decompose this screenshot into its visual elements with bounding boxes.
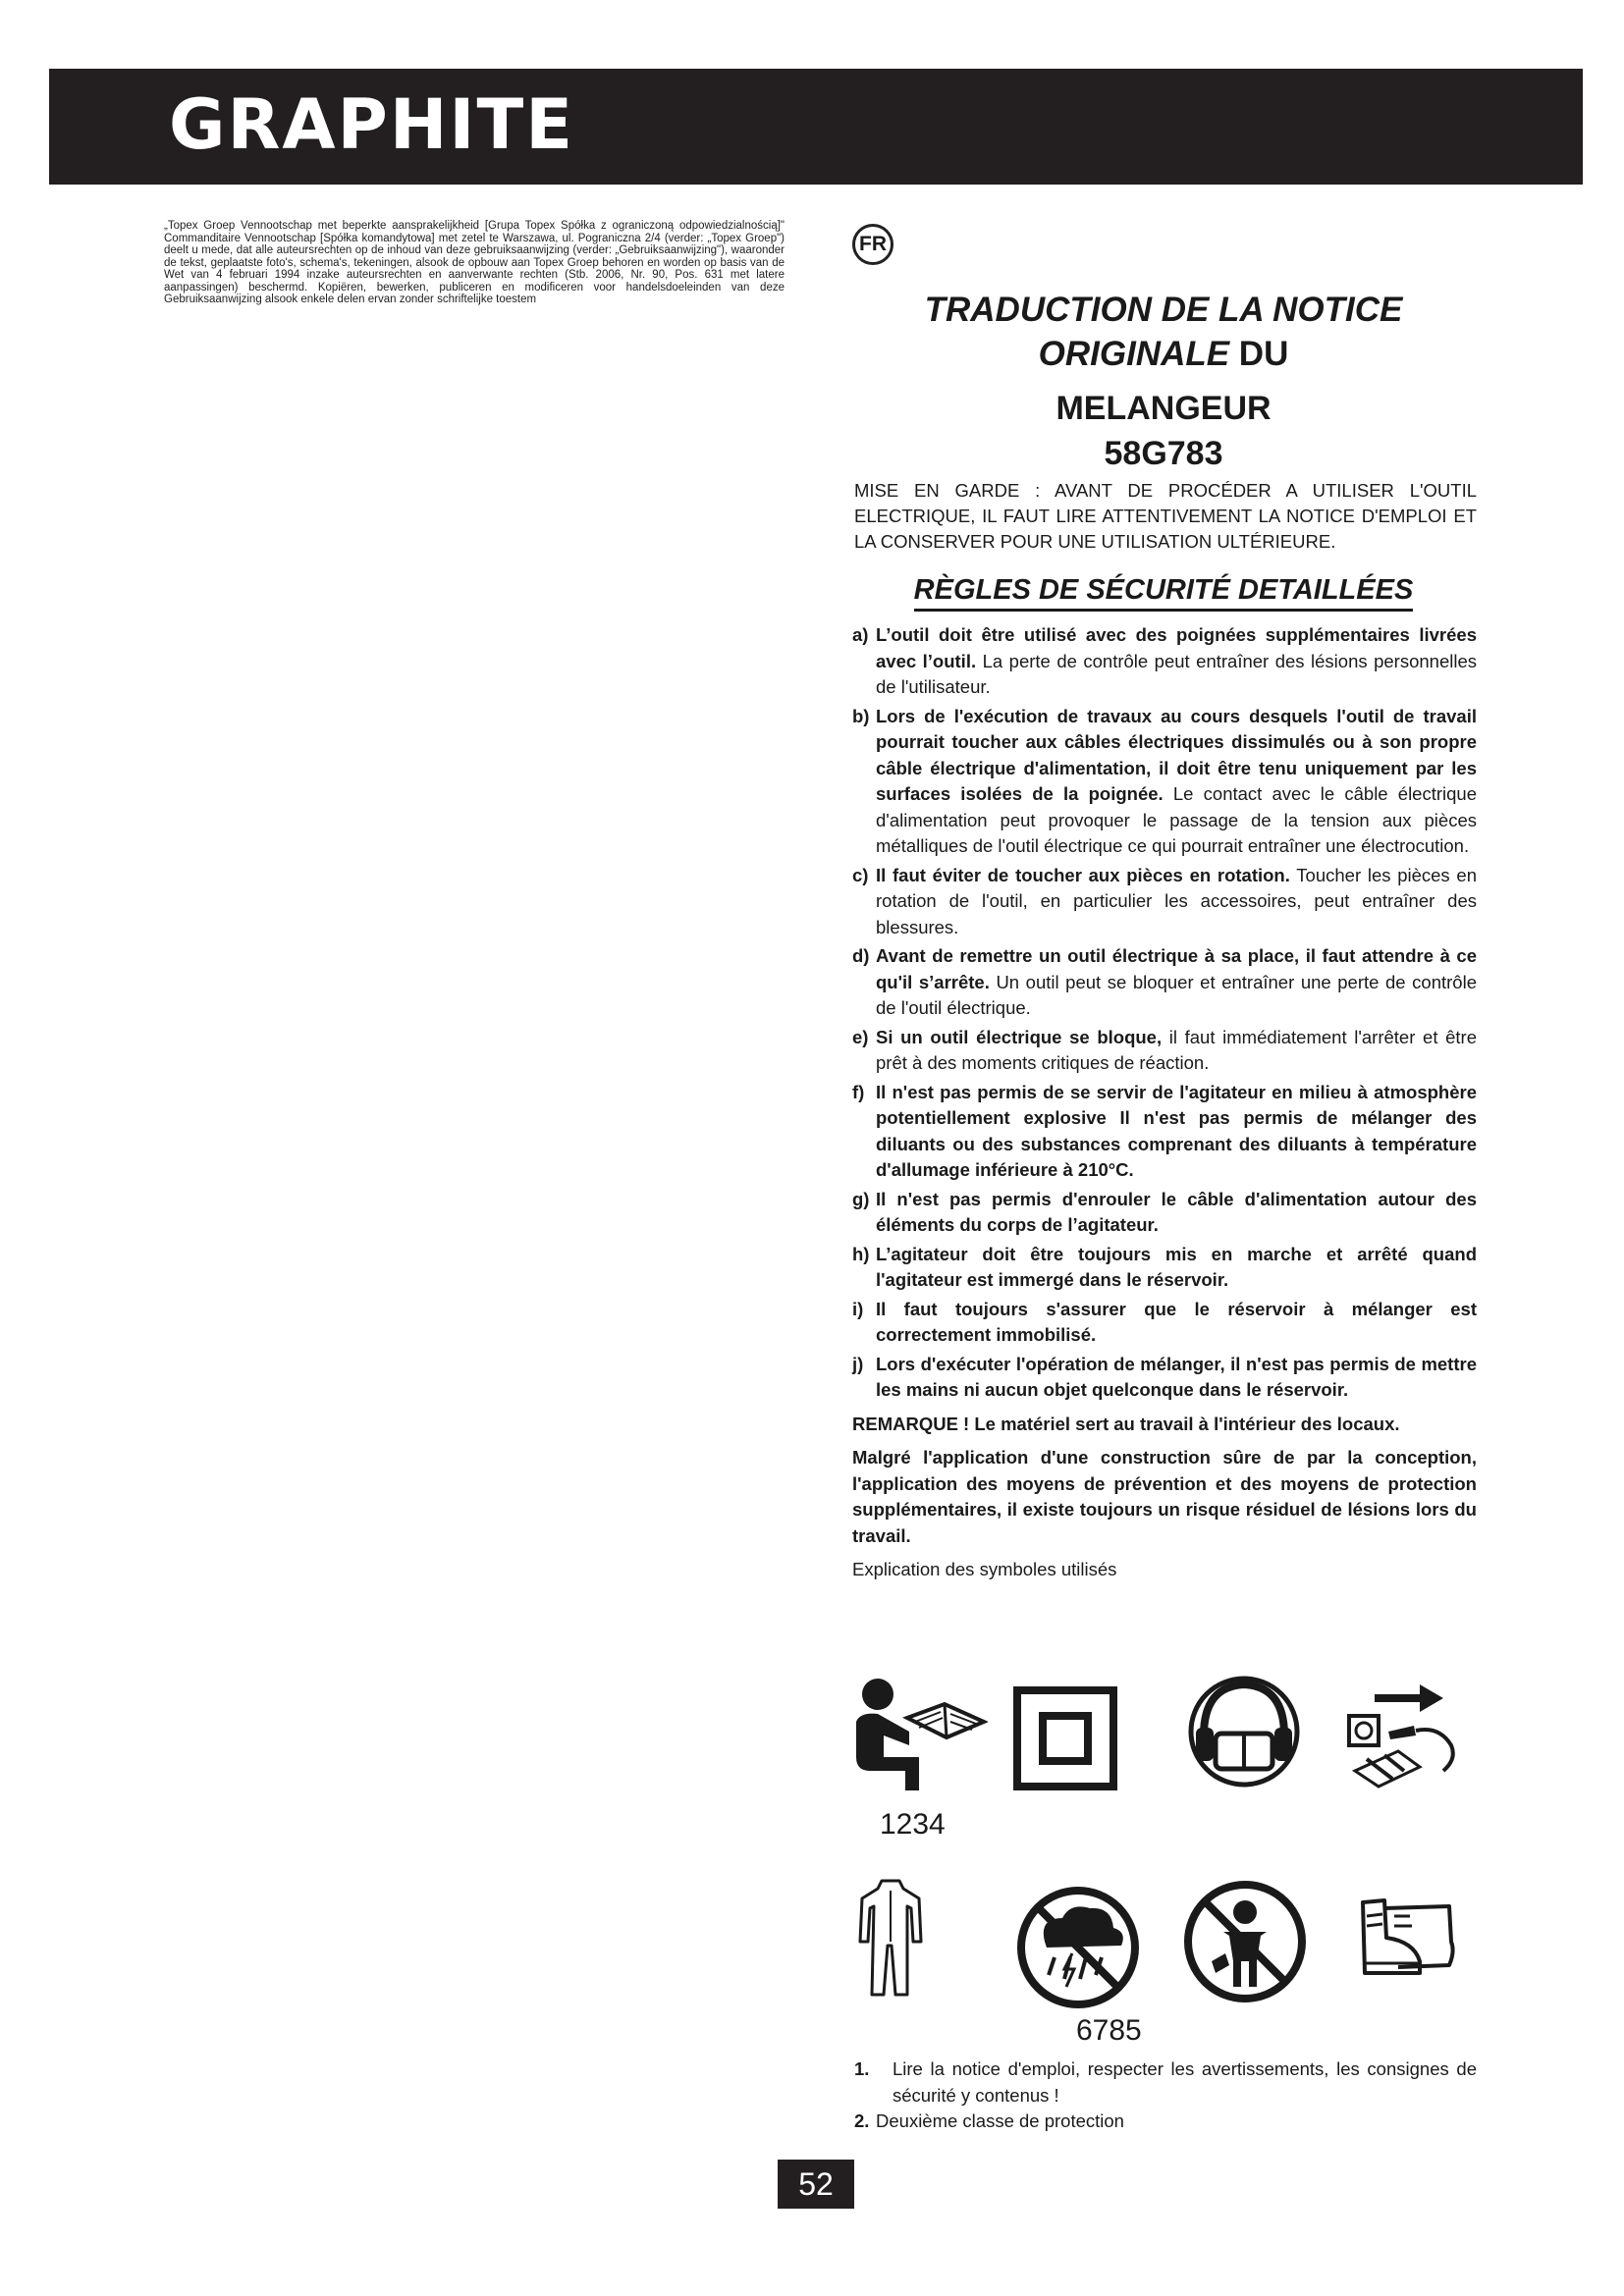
language-badge: FR — [852, 224, 893, 265]
document-title — [854, 288, 1473, 376]
rule-j: j) Lors d'exécuter l'opération de mélanger, il n'est pas permis de mettre les mains ni aucun objet quelconque dans le réservoir. — [852, 1353, 1477, 1400]
rule-c: c) Il faut éviter de toucher aux pièces en rotation. Toucher les pièces en rotation de l'outil, en particulier les accessoires, peut entraîner des blessures. — [852, 864, 1477, 937]
page-number: 52 — [778, 2160, 854, 2209]
brand-header — [49, 69, 1583, 185]
read-manual-icon — [850, 1675, 988, 1794]
warning-text: MISE EN GARDE : AVANT DE PROCÉDER A UTILISER L'OUTIL ELECTRIQUE, IL FAUT LIRE ATTENTIVEMENT LA NOTICE D'EMPLOI ET LA CONSERVER POUR UNE UTILISATION ULTÉRIEURE. — [854, 480, 1477, 552]
rule-d: d) Avant de remettre un outil électrique à sa place, il faut attendre à ce qu'il s’arrête. Un outil peut se bloquer et entraîner une perte de contrôle de l'outil électrique. — [852, 945, 1477, 1018]
rule-f: f) Il n'est pas permis de se servir de l'agitateur en milieu à atmosphère potentiellement explosive Il n'est pas permis de mélanger des diluants ou des substances comprenant des diluants à température d'allumage inférieure à 210°C. — [852, 1081, 1477, 1180]
symbol-codes-row-2: 6785 — [1076, 2014, 1142, 2047]
rule-e: e) Si un outil électrique se bloque, il faut immédiatement l'arrêter et être prêt à des moments critiques de réaction. — [852, 1026, 1477, 1073]
safety-rules — [852, 622, 1477, 1583]
product-type: MELANGEUR — [1056, 390, 1272, 427]
protective-clothing-icon — [856, 1877, 925, 2001]
title-line-2: ORIGINALE DU — [1038, 335, 1289, 373]
symbol-codes-row-1: 1234 — [880, 1808, 946, 1841]
rule-b: b) Lors de l'exécution de travaux au cours desquels l'outil de travail pourrait toucher aux câbles électriques dissimulés ou à son propre câble électrique d'alimentation, il doit être tenu uniquement par les surfaces isolées de la poignée. Le contact avec le câble électrique d'alimentation peut provoquer le passage de la tension aux pièces métalliques de l'outil électrique ce qui pourrait entraîner une électrocution. — [852, 705, 1478, 856]
safety-boots-icon — [1355, 1893, 1457, 1987]
copyright-notice: „Topex Groep Vennootschap met beperkte aansprakelijkheid [Grupa Topex Spółka z ograniczoną odpowiedzialnością]" Commanditaire Vennootschap [Spółka komandytowa] met zetel te Warszawa, ul. Pograniczna 2/4 (verder: „Topex Groep") deelt u mede, dat alle auteursrechten op de inhoud van deze gebruiksaanwijzing (verder: „Gebruiksaanwijzing"), waaronder de tekst, geplaatste foto's, schema's, tekeningen, alsook de opbouw aan Topex Groep behoren en worden op basis van de Wet van 4 februari 1994 inzake auteursrechten en aanverwante rechten (Stb. 2006, Nr. 90, Pos. 631 met latere aanpassingen) beschermd. Kopiëren, bewerken, publiceren en modificeren voor handelsdoeleinden van deze Gebruiksaanwijzing alsook enkele delen ervan zonder schriftelijke toestem — [164, 220, 785, 305]
symbol-description-1: 1. Lire la notice d'emploi, respecter les avertissements, les consignes de sécurité y contenus ! — [854, 2058, 1477, 2106]
remark-text: REMARQUE ! Le matériel sert au travail à l'intérieur des locaux. — [852, 1413, 1400, 1434]
ear-eye-protection-icon — [1186, 1671, 1302, 1790]
title-line-1: TRADUCTION DE LA NOTICE — [924, 291, 1403, 329]
brand-logo: GRAPHITE — [169, 84, 575, 165]
product-name — [854, 386, 1473, 476]
rule-i: i) Il faut toujours s'assurer que le réservoir à mélanger est correctement immobilisé. — [852, 1298, 1477, 1345]
rule-h: h) L’agitateur doit être toujours mis en marche et arrêté quand l'agitateur est immergé dans le réservoir. — [852, 1243, 1477, 1290]
residual-risk-text: Malgré l'application d'une construction sûre de par la conception, l'application des moyens de prévention et des moyens de protection supplémentaires, il existe toujours un risque résiduel de lésions lors du travail. — [852, 1447, 1477, 1546]
no-rain-exposure-icon — [1015, 1885, 1141, 2010]
symbol-description-2: 2. Deuxième classe de protection — [854, 2110, 1124, 2131]
section-title: RÈGLES DE SÉCURITÉ DETAILLÉES — [854, 574, 1473, 612]
unplug-before-maintenance-icon — [1345, 1677, 1467, 1792]
symbol-descriptions — [854, 2056, 1477, 2135]
rule-a: a) L’outil doit être utilisé avec des poignées supplémentaires livrées avec l’outil. La perte de contrôle peut entraîner des lésions personnelles de l'utilisateur. — [852, 624, 1477, 697]
rule-g: g) Il n'est pas permis d'enrouler le câble d'alimentation autour des éléments du corps de l’agitateur. — [852, 1188, 1477, 1235]
symbols-heading: Explication des symboles utilisés — [852, 1559, 1117, 1579]
class-ii-protection-icon — [1013, 1686, 1117, 1790]
keep-children-away-icon — [1182, 1879, 1308, 2004]
product-model: 58G783 — [1104, 435, 1223, 472]
